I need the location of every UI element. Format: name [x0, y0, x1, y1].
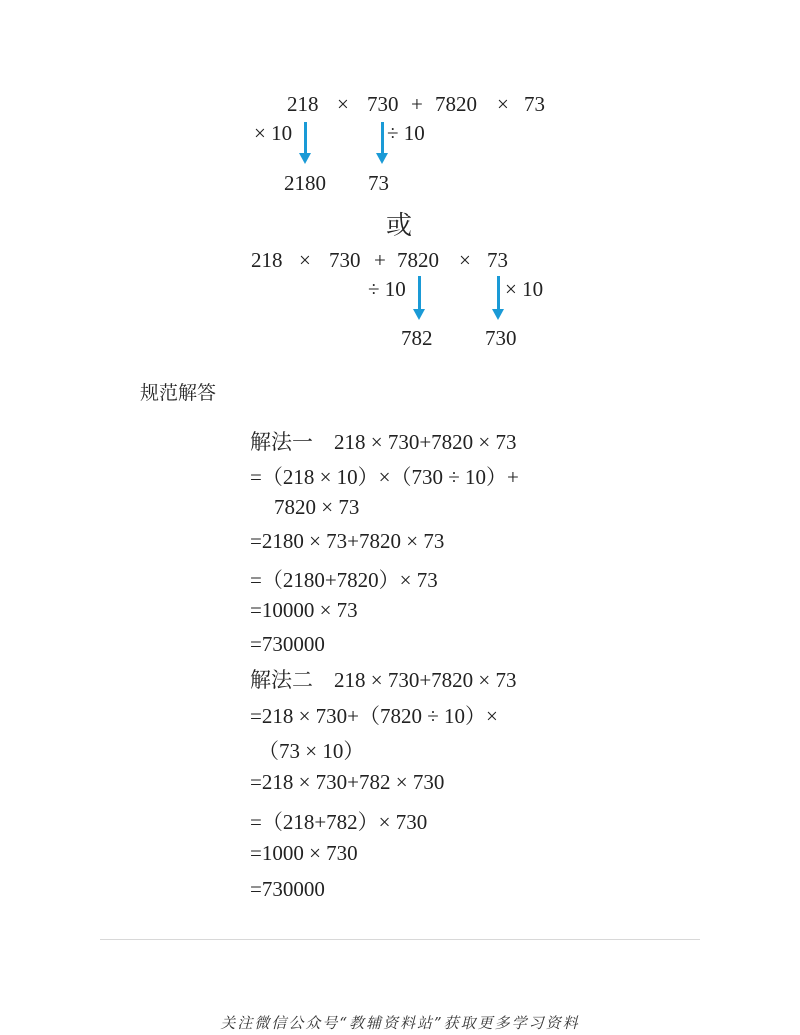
down-arrow-icon [304, 122, 307, 154]
solution-line: =2180 × 73+7820 × 73 [250, 529, 445, 553]
expr-term: 73 [487, 248, 508, 272]
result-right: 730 [485, 326, 517, 350]
solution-line: =218 × 730+（7820 ÷ 10）× [250, 704, 498, 728]
expr-term: 7820 [397, 248, 439, 272]
operation-label-right: × 10 [505, 277, 544, 301]
expr-term: 218 [251, 248, 283, 272]
operation-label-left: ÷ 10 [368, 277, 406, 301]
expr-operator: × [459, 248, 471, 272]
expr-term: 730 [367, 92, 399, 116]
expr-operator: + [411, 92, 423, 116]
solution-line: （73 × 10） [258, 739, 365, 763]
expr-term: 73 [524, 92, 545, 116]
solution-line: 7820 × 73 [274, 495, 360, 519]
expr-operator: × [497, 92, 509, 116]
solution-line: =10000 × 73 [250, 598, 358, 622]
down-arrow-icon [497, 276, 500, 310]
operation-label-left: × 10 [254, 121, 293, 145]
expr-term: 218 [287, 92, 319, 116]
solution-line: =（2180+7820）× 73 [250, 568, 438, 592]
solution-line: =（218 × 10）×（730 ÷ 10）+ [250, 465, 519, 489]
result-left: 782 [401, 326, 433, 350]
solution-line: =730000 [250, 877, 325, 901]
down-arrow-icon [381, 122, 384, 154]
footer-note: 关注微信公众号“教辅资料站”获取更多学习资料 [220, 1014, 580, 1032]
expr-term: 730 [329, 248, 361, 272]
solution-line: =（218+782）× 730 [250, 810, 428, 834]
divider [100, 939, 700, 940]
expr-term: 7820 [435, 92, 477, 116]
result-right: 73 [368, 171, 389, 195]
section-title: 规范解答 [140, 382, 217, 404]
down-arrow-icon [418, 276, 421, 310]
result-left: 2180 [284, 171, 326, 195]
solution-line: =1000 × 730 [250, 841, 358, 865]
expr-operator: × [299, 248, 311, 272]
expr-operator: + [374, 248, 386, 272]
operation-label-right: ÷ 10 [387, 121, 425, 145]
or-label: 或 [386, 211, 413, 241]
expr-operator: × [337, 92, 349, 116]
solution-line: =730000 [250, 632, 325, 656]
solution-line: 解法二 218 × 730+7820 × 73 [250, 668, 517, 692]
solution-line: =218 × 730+782 × 730 [250, 770, 445, 794]
solution-line: 解法一 218 × 730+7820 × 73 [250, 430, 517, 454]
